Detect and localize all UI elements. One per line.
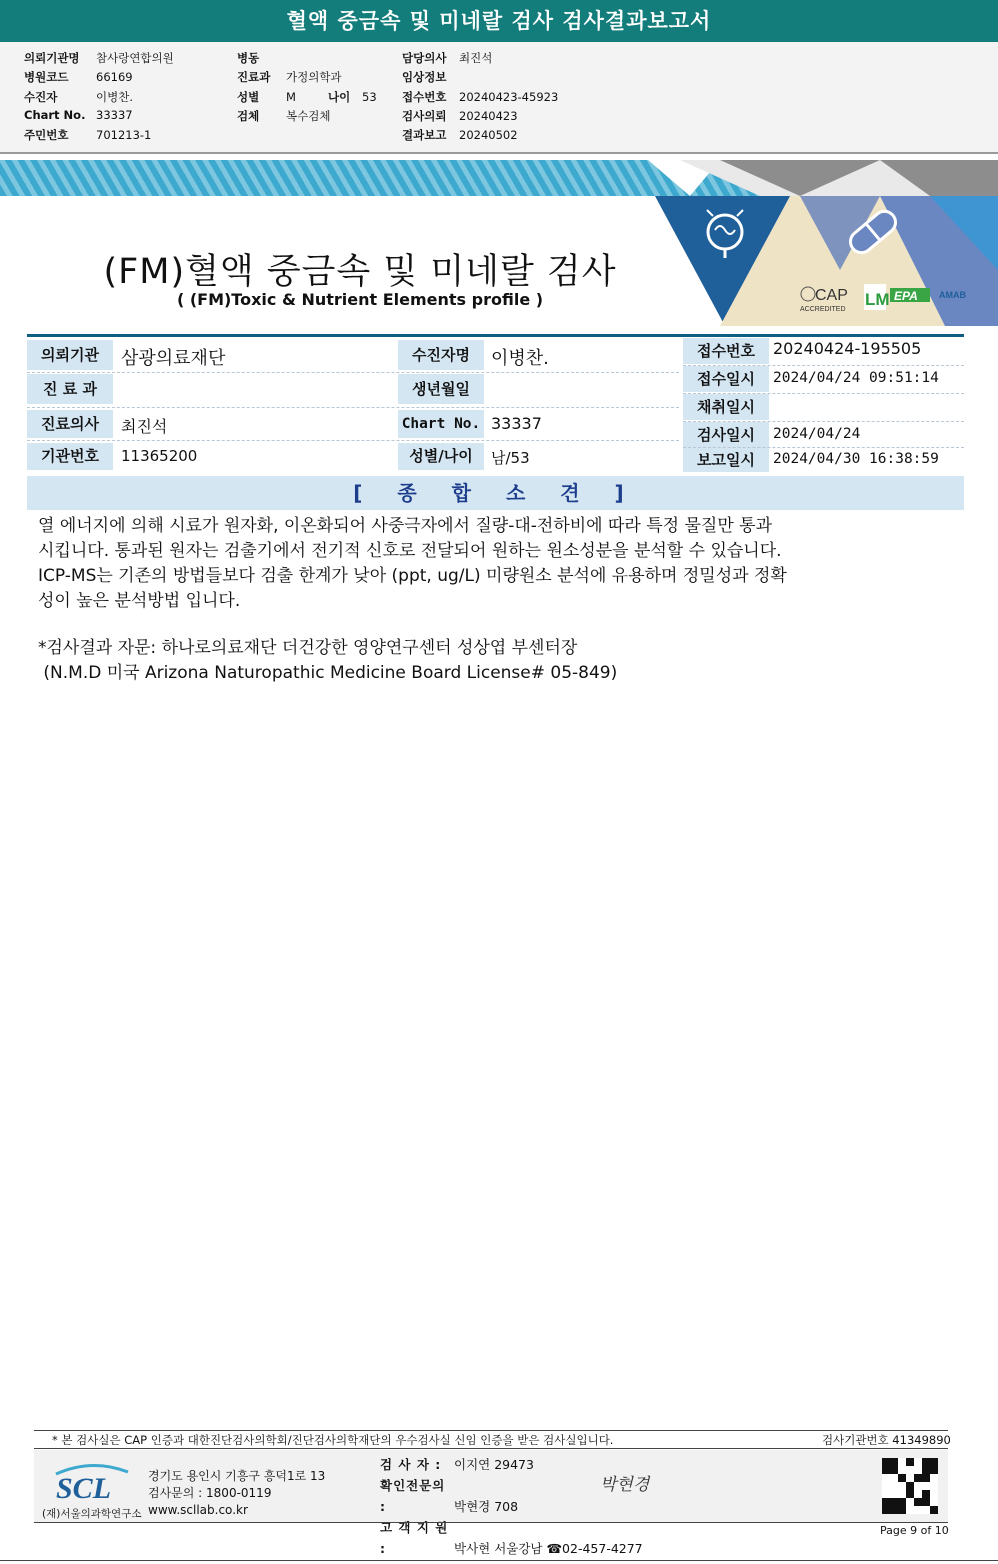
specialist-value: 박현경 708 xyxy=(454,1499,519,1514)
lab-contact xyxy=(148,1468,325,1519)
chart-number-value: 33337 xyxy=(491,414,542,433)
summary-text xyxy=(38,514,918,614)
summary-heading: [ 종 합 소 견 ] xyxy=(27,476,964,510)
report-title: 혈액 중금속 및 미네랄 검사 검사결과보고서 xyxy=(286,9,712,33)
lab-org-name: (재)서울의과학연구소 xyxy=(42,1508,142,1520)
svg-text:LM: LM xyxy=(865,290,890,309)
page-bottom-rule xyxy=(0,1560,998,1561)
row-separator xyxy=(683,365,964,366)
header-field: 수진자 이병찬. xyxy=(24,89,133,104)
header-column-1 xyxy=(24,50,174,146)
footer-rule xyxy=(34,1430,948,1431)
doctor-label: 진료의사 xyxy=(27,410,113,438)
accreditation-note: * 본 검사실은 CAP 인증과 대한진단검사의학회/진단검사의학재단의 우수검사실 신임 인증을 받은 검사실입니다. xyxy=(52,1433,614,1447)
epa-logo xyxy=(890,288,930,303)
amab-logo xyxy=(939,290,966,300)
header-column-2 xyxy=(237,50,377,127)
header-field: Chart No. 33337 xyxy=(24,107,133,122)
summary-line: ICP-MS는 기존의 방법들보다 검출 한계가 낮아 (ppt, ug/L) 미량원소 분석에 유용하며 정밀성과 정확 xyxy=(38,566,787,586)
header-field: 결과보고 20240502 xyxy=(402,128,518,143)
test-banner xyxy=(0,160,998,326)
age-label: 나이 xyxy=(328,89,351,104)
consultant-line: *검사결과 자문: 하나로의료재단 더건강한 영양연구센터 성상엽 부센터장 xyxy=(38,638,578,658)
header-field: 담당의사 최진석 xyxy=(402,51,493,65)
svg-text:AMAB: AMAB xyxy=(939,290,966,300)
agency-number: 검사기관번호 41349890 xyxy=(822,1433,951,1447)
report-datetime-value: 2024/04/30 16:38:59 xyxy=(773,451,939,467)
header-field: 성별 M 나이 53 xyxy=(237,89,377,104)
institution-number-value: 11365200 xyxy=(121,447,198,465)
doctor-value: 최진석 xyxy=(121,417,168,436)
scl-logo xyxy=(52,1462,132,1502)
lab-address: 경기도 용인시 기흥구 흥덕1로 13 xyxy=(148,1469,326,1483)
test-datetime-value: 2024/04/24 xyxy=(773,426,861,442)
table-top-rule xyxy=(27,334,964,337)
summary-line: 열 에너지에 의해 시료가 원자화, 이온화되어 사중극자에서 질량-대-전하비에 따라 특정 물질만 통과 xyxy=(38,516,772,536)
specialist-label: 확인전문의 : xyxy=(380,1478,446,1514)
collection-datetime-label: 채취일시 xyxy=(683,394,769,420)
qr-code xyxy=(882,1458,938,1514)
header-field: 병원코드 66169 xyxy=(24,70,133,85)
row-separator xyxy=(27,407,679,408)
institution-number-label: 기관번호 xyxy=(27,443,113,470)
receipt-number-value: 20240424-195505 xyxy=(773,339,922,358)
header-field: 임상정보 xyxy=(402,70,447,85)
svg-text:EPA: EPA xyxy=(894,289,918,303)
lm-logo xyxy=(864,284,890,310)
specialist-signature: 박현경 xyxy=(600,1475,650,1495)
footer-rule xyxy=(34,1522,948,1523)
summary-line: 시킵니다. 통과된 원자는 검출기에서 전기적 신호로 전달되어 원하는 원소성분을 분석할 수 있습니다. xyxy=(38,541,782,561)
chart-number-label: Chart No. xyxy=(398,410,484,438)
patient-name-value: 이병찬. xyxy=(491,348,549,369)
header-field: 검사의뢰 20240423 xyxy=(402,108,518,123)
birthdate-label: 생년월일 xyxy=(398,374,484,404)
lab-phone: 검사문의 : 1800-0119 xyxy=(148,1486,272,1500)
svg-text:SCL: SCL xyxy=(56,1472,112,1502)
test-datetime-label: 검사일시 xyxy=(683,422,769,448)
test-subtitle: ( (FM)Toxic & Nutrient Elements profile ) xyxy=(176,290,544,309)
header-field: 접수번호 20240423-45923 xyxy=(402,89,559,104)
tester-value: 이지연 29473 xyxy=(454,1457,534,1472)
footer-rule xyxy=(34,1448,948,1449)
row-separator xyxy=(27,440,679,441)
header-field: 주민번호 701213-1 xyxy=(24,128,152,143)
row-separator xyxy=(683,447,964,448)
support-value: 박사현 서울강남 ☎02-457-4277 xyxy=(454,1541,643,1556)
row-separator xyxy=(27,372,679,373)
department-label: 진 료 과 xyxy=(27,374,113,404)
svg-text:ACCREDITED: ACCREDITED xyxy=(800,306,846,313)
consultant-note xyxy=(38,636,617,686)
patient-name-label: 수진자명 xyxy=(398,340,484,370)
header-column-3 xyxy=(402,50,558,146)
header-field: 진료과 가정의학과 xyxy=(237,70,342,85)
header-info xyxy=(0,42,998,154)
receipt-datetime-value: 2024/04/24 09:51:14 xyxy=(773,370,939,386)
tester-label: 검 사 자 : xyxy=(380,1457,442,1472)
age-value: 53 xyxy=(362,89,377,104)
receipt-number-label: 접수번호 xyxy=(683,338,769,364)
sex-age-label: 성별/나이 xyxy=(398,443,484,470)
report-title-bar xyxy=(0,0,998,42)
summary-line: 성이 높은 분석방법 입니다. xyxy=(38,591,241,611)
row-separator xyxy=(683,393,964,394)
receipt-datetime-label: 접수일시 xyxy=(683,366,769,392)
institution-label: 의뢰기관 xyxy=(27,340,113,370)
lab-website: www.scllab.co.kr xyxy=(148,1503,248,1517)
report-datetime-label: 보고일시 xyxy=(683,448,769,472)
header-field: 병동 xyxy=(237,51,260,65)
support-label: 고 객 지 원 : xyxy=(380,1520,449,1556)
header-field: 의뢰기관명 참사랑연합의원 xyxy=(24,51,174,65)
test-title: (FM)혈액 중금속 및 미네랄 검사 xyxy=(103,252,617,292)
institution-value: 삼광의료재단 xyxy=(121,348,226,369)
header-field: 검체 복수검체 xyxy=(237,108,331,123)
page-number: Page 9 of 10 xyxy=(880,1524,949,1537)
row-separator xyxy=(683,421,964,422)
sex-age-value: 남/53 xyxy=(491,449,530,467)
consultant-license: (N.M.D 미국 Arizona Naturopathic Medicine Board License# 05-849) xyxy=(38,663,618,683)
svg-text:CAP: CAP xyxy=(815,287,848,304)
